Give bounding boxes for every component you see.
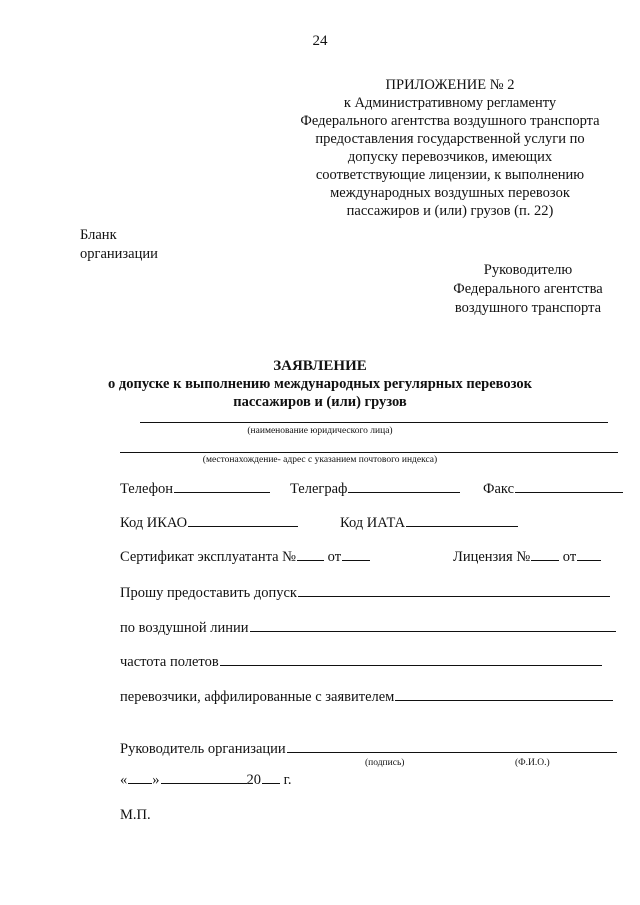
appendix-header bbox=[300, 76, 600, 220]
full-name-caption: (Ф.И.О.) bbox=[515, 758, 550, 768]
icao-row bbox=[120, 515, 298, 532]
affiliated-row bbox=[120, 689, 613, 706]
document-title: ЗАЯВЛЕНИЕ bbox=[273, 358, 367, 374]
phone-row bbox=[120, 481, 270, 498]
fax-row bbox=[483, 481, 623, 498]
head-signature-field[interactable] bbox=[287, 751, 617, 753]
license-date-label: от bbox=[562, 549, 577, 565]
fax-field[interactable] bbox=[515, 491, 623, 493]
addressee-block bbox=[438, 261, 618, 318]
frequency-row bbox=[120, 654, 602, 671]
head-signature-row bbox=[120, 741, 617, 758]
appendix-line: международных воздушных перевозок bbox=[330, 185, 570, 201]
address-caption: (местонахождение- адрес с указанием почтового индекса) bbox=[202, 455, 438, 465]
day-field[interactable] bbox=[128, 782, 152, 784]
request-label: Прошу предоставить допуск bbox=[120, 585, 297, 601]
addressee-line: воздушного транспорта bbox=[454, 300, 602, 316]
license-label: Лицензия № bbox=[453, 549, 531, 565]
affiliated-label: перевозчики, аффилированные с заявителем bbox=[120, 689, 395, 705]
letterhead-placeholder bbox=[80, 226, 158, 264]
appendix-line: пассажиров и (или) грузов (п. 22) bbox=[346, 203, 554, 219]
address-field[interactable] bbox=[120, 452, 618, 453]
certificate-date-label: от bbox=[327, 549, 342, 565]
telegraph-row bbox=[290, 481, 460, 498]
appendix-line: Федерального агентства воздушного транспорта bbox=[300, 113, 600, 129]
certificate-date-field[interactable] bbox=[342, 559, 370, 561]
certificate-number-field[interactable] bbox=[297, 559, 324, 561]
frequency-label: частота полетов bbox=[120, 654, 219, 670]
license-number-field[interactable] bbox=[531, 559, 559, 561]
iata-label: Код ИАТА bbox=[340, 515, 406, 531]
appendix-line: ПРИЛОЖЕНИЕ № 2 bbox=[385, 77, 515, 93]
fax-label: Факс bbox=[483, 481, 515, 497]
license-row bbox=[453, 549, 601, 566]
head-label: Руководитель организации bbox=[120, 741, 286, 757]
certificate-label: Сертификат эксплуатанта № bbox=[120, 549, 297, 565]
frequency-field[interactable] bbox=[220, 664, 602, 666]
letterhead-line: организации bbox=[80, 246, 158, 262]
page-number: 24 bbox=[312, 33, 328, 49]
certificate-row bbox=[120, 549, 370, 566]
subtitle-line: о допуске к выполнению международных регулярных перевозок bbox=[108, 376, 532, 392]
subtitle-line: пассажиров и (или) грузов bbox=[233, 394, 407, 410]
date-row bbox=[120, 772, 292, 789]
phone-label: Телефон bbox=[120, 481, 173, 497]
legal-name-field[interactable] bbox=[140, 422, 608, 423]
telegraph-label: Телеграф bbox=[290, 481, 348, 497]
icao-label: Код ИКАО bbox=[120, 515, 188, 531]
date-open-quote: « bbox=[120, 772, 128, 788]
phone-field[interactable] bbox=[174, 491, 270, 493]
letterhead-line: Бланк bbox=[80, 227, 117, 243]
appendix-line: допуску перевозчиков, имеющих bbox=[347, 149, 553, 165]
year-prefix: 20 bbox=[246, 772, 261, 788]
license-date-field[interactable] bbox=[577, 559, 601, 561]
iata-row bbox=[340, 515, 518, 532]
appendix-line: к Административному регламенту bbox=[343, 95, 557, 111]
addressee-line: Руководителю bbox=[483, 262, 573, 278]
year-field[interactable] bbox=[262, 782, 280, 784]
signature-caption: (подпись) bbox=[365, 758, 405, 768]
route-label: по воздушной линии bbox=[120, 620, 249, 636]
appendix-line: предоставления государственной услуги по bbox=[315, 131, 585, 147]
month-field[interactable] bbox=[161, 782, 247, 784]
route-field[interactable] bbox=[250, 630, 616, 632]
appendix-line: соответствующие лицензии, к выполнению bbox=[315, 167, 585, 183]
icao-field[interactable] bbox=[188, 525, 298, 527]
year-suffix: г. bbox=[283, 772, 292, 788]
telegraph-field[interactable] bbox=[348, 491, 460, 493]
stamp-placeholder: М.П. bbox=[120, 807, 151, 823]
legal-name-caption: (наименование юридического лица) bbox=[247, 426, 393, 436]
request-field[interactable] bbox=[298, 595, 610, 597]
route-row bbox=[120, 620, 616, 637]
document-subtitle bbox=[0, 375, 640, 411]
request-row bbox=[120, 585, 610, 602]
affiliated-field[interactable] bbox=[395, 699, 613, 701]
iata-field[interactable] bbox=[406, 525, 518, 527]
date-close-quote: » bbox=[152, 772, 160, 788]
addressee-line: Федерального агентства bbox=[453, 281, 603, 297]
